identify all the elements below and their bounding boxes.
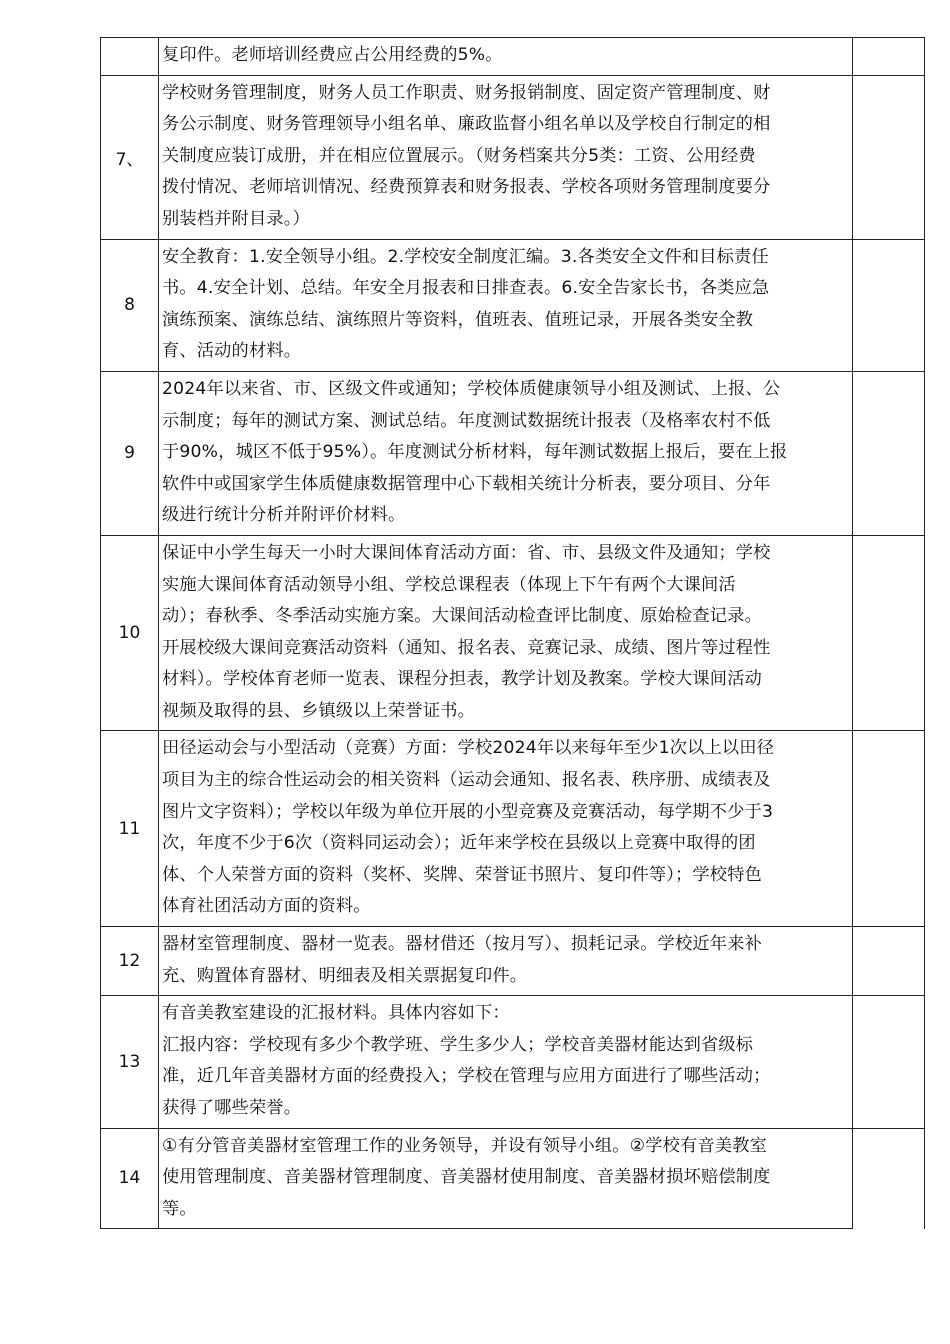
- content-line: ①有分管音美器材室管理工作的业务领导，并设有领导小组。②学校有音美教室: [162, 1135, 768, 1156]
- row-content-cell: [159, 239, 853, 371]
- remarks-cell: [853, 535, 925, 731]
- content-line: 获得了哪些荣誉。: [162, 1098, 302, 1118]
- table-row: [101, 731, 925, 927]
- row-content-cell: [159, 38, 853, 76]
- content-line: 田径运动会与小型活动（竞赛）方面：学校2024年以来每年至少1次以上以田径: [162, 738, 775, 759]
- row-content-cell: [159, 371, 853, 535]
- row-number-cell: 9: [101, 371, 159, 535]
- content-line: 使用管理制度、音美器材管理制度、音美器材使用制度、音美器材损坏赔偿制度: [162, 1167, 771, 1188]
- remarks-cell: [853, 1128, 925, 1229]
- content-line: 图片文字资料）；学校以年级为单位开展的小型竞赛及竞赛活动，每学期不少于3: [162, 801, 774, 822]
- row-number-cell: 11: [101, 731, 159, 927]
- content-line: 复印件。老师培训经费应占公用经费的5%。: [162, 45, 503, 65]
- content-line: 书。4.安全计划、总结。年安全月报表和日排查表。6.安全告家长书，各类应急: [162, 278, 770, 299]
- row-number-cell: 7、: [101, 75, 159, 239]
- content-line: 保证中小学生每天一小时大课间体育活动方面：省、市、县级文件及通知；学校: [162, 542, 771, 563]
- remarks-cell: [853, 371, 925, 535]
- content-line: 别装档并附目录。）: [162, 208, 310, 229]
- table-row: [101, 38, 925, 76]
- table-row: [101, 535, 925, 731]
- remarks-cell: [853, 996, 925, 1128]
- content-line: 演练预案、演练总结、演练照片等资料，值班表、值班记录，开展各类安全教: [162, 309, 754, 330]
- row-number-cell: 14: [101, 1128, 159, 1229]
- content-line: 准，近几年音美器材方面的经费投入；学校在管理与应用方面进行了哪些活动；: [162, 1066, 771, 1087]
- table-row: [101, 996, 925, 1128]
- content-line: 安全教育：1.安全领导小组。2.学校安全制度汇编。3.各类安全文件和目标责任: [162, 246, 769, 267]
- content-line: 汇报内容：学校现有多少个教学班、学生多少人；学校音美器材能达到省级标: [162, 1034, 754, 1055]
- row-content-cell: [159, 731, 853, 927]
- row-number-cell: 12: [101, 927, 159, 996]
- table-body: [101, 38, 925, 1229]
- row-content-cell: [159, 927, 853, 996]
- content-line: 示制度；每年的测试方案、测试总结。年度测试数据统计报表（及格率农村不低: [162, 410, 771, 431]
- content-line: 有音美教室建设的汇报材料。具体内容如下：: [162, 1003, 510, 1024]
- table-row: [101, 371, 925, 535]
- content-line: 项目为主的综合性运动会的相关资料（运动会通知、报名表、秩序册、成绩表及: [162, 770, 771, 791]
- row-number-cell: 8: [101, 239, 159, 371]
- row-number-cell: 13: [101, 996, 159, 1128]
- remarks-cell: [853, 75, 925, 239]
- row-number-cell: [101, 38, 159, 76]
- content-line: 级进行统计分析并附评价材料。: [162, 505, 406, 526]
- content-line: 材料）。学校体育老师一览表、课程分担表，教学计划及教案。学校大课间活动: [162, 669, 762, 690]
- remarks-cell: [853, 927, 925, 996]
- table-row: [101, 75, 925, 239]
- content-line: 动）；春秋季、冬季活动实施方案。大课间活动检查评比制度、原始检查记录。: [162, 606, 762, 627]
- remarks-cell: [853, 239, 925, 371]
- content-line: 开展校级大课间竞赛活动资料（通知、报名表、竞赛记录、成绩、图片等过程性: [162, 637, 771, 658]
- content-line: 关制度应装订成册，并在相应位置展示。（财务档案共分5类：工资、公用经费: [162, 145, 756, 166]
- row-content-cell: [159, 75, 853, 239]
- content-line: 于90%，城区不低于95%）。年度测试分析材料，每年测试数据上报后，要在上报: [162, 442, 788, 463]
- row-content-cell: [159, 996, 853, 1128]
- content-line: 次，年度不少于6次（资料同运动会）；近年来学校在县级以上竞赛中取得的团: [162, 833, 756, 854]
- content-line: 器材室管理制度、器材一览表。器材借还（按月写）、损耗记录。学校近年来补: [162, 934, 762, 955]
- content-line: 拨付情况、老师培训情况、经费预算表和财务报表、学校各项财务管理制度要分: [162, 177, 771, 198]
- table-row: [101, 927, 925, 996]
- content-line: 育、活动的材料。: [162, 341, 302, 362]
- content-line: 等。: [162, 1198, 197, 1219]
- remarks-cell: [853, 731, 925, 927]
- row-content-cell: [159, 535, 853, 731]
- content-line: 软件中或国家学生体质健康数据管理中心下载相关统计分析表，要分项目、分年: [162, 473, 771, 494]
- content-line: 务公示制度、财务管理领导小组名单、廉政监督小组名单以及学校自行制定的相: [162, 114, 771, 135]
- content-line: 学校财务管理制度，财务人员工作职责、财务报销制度、固定资产管理制度、财: [162, 82, 771, 103]
- content-line: 体育社团活动方面的资料。: [162, 896, 371, 917]
- content-line: 2024年以来省、市、区级文件或通知；学校体质健康领导小组及测试、上报、公: [162, 378, 781, 399]
- content-line: 体、个人荣誉方面的资料（奖杯、奖牌、荣誉证书照片、复印件等）；学校特色: [162, 864, 762, 885]
- requirements-table: [100, 37, 925, 1229]
- row-content-cell: [159, 1128, 853, 1229]
- table-row: [101, 239, 925, 371]
- row-number-cell: 10: [101, 535, 159, 731]
- content-line: 充、购置体育器材、明细表及相关票据复印件。: [162, 965, 528, 986]
- remarks-cell: [853, 38, 925, 76]
- content-line: 视频及取得的县、乡镇级以上荣誉证书。: [162, 700, 475, 721]
- content-line: 实施大课间体育活动领导小组、学校总课程表（体现上下午有两个大课间活: [162, 574, 736, 595]
- table-row: [101, 1128, 925, 1229]
